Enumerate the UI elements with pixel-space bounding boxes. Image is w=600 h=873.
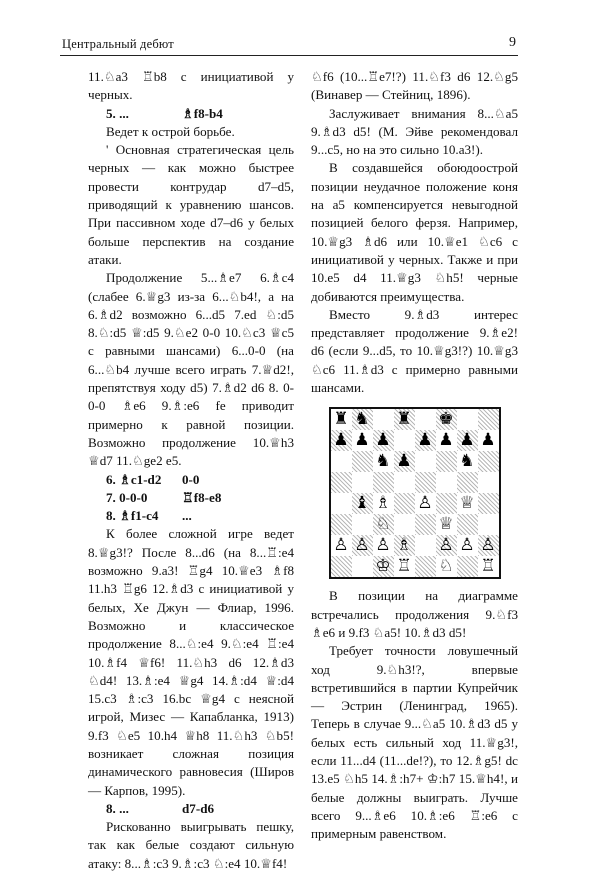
board-square	[457, 556, 478, 577]
paragraph: ♘f6 (10...♖e7!?) 11.♘f3 d6 12.♘g5 (Винавер — Стейниц, 1896).	[311, 69, 518, 103]
chess-piece: ♟	[396, 451, 412, 472]
move-text: ...	[182, 508, 192, 524]
board-square	[478, 514, 499, 535]
board-square	[394, 451, 415, 472]
board-square	[478, 451, 499, 472]
board-square	[394, 493, 415, 514]
board-square	[457, 451, 478, 472]
chess-piece: ♟	[480, 430, 496, 451]
board-square	[478, 493, 499, 514]
board-square	[478, 472, 499, 493]
board-square	[415, 430, 436, 451]
move-line	[88, 471, 294, 489]
board-square	[436, 472, 457, 493]
board-square	[352, 514, 373, 535]
chess-piece: ♕	[459, 493, 475, 514]
board-square	[331, 514, 352, 535]
board-square	[352, 430, 373, 451]
paragraph: Продолжение 5...♗e7 6.♗c4 (слабее 6.♕g3 из-за 6...♘b4!, а на 6.♗d2 возможно 6...d5 7.ed ♘:d5 8.♘:d5 ♕:d5 9.♘e2 0-0 10.♘c3 ♕c5 с равными шансами) 6...0-0 (на 6...♘b4 лучше всего играть 7.♕d2!, препятствуя ходу d5) 7.♗d2 d6 8. 0-0-0 ♗e6 9.♗:e6 fe приводит примерно к равной позиции. Возможно продолжение 10.♕h3 ♕d7 11.♘ge2 e5.	[88, 270, 294, 469]
board-square	[394, 409, 415, 430]
board-square	[457, 493, 478, 514]
paragraph: 11.♘a3 ♖b8 с инициативой у черных.	[88, 69, 294, 103]
board-square	[478, 409, 499, 430]
board-square	[478, 535, 499, 556]
board-square	[373, 409, 394, 430]
board-square	[436, 493, 457, 514]
chess-piece: ♗	[375, 493, 391, 514]
chess-piece: ♘	[438, 556, 454, 577]
chess-piece: ♟	[333, 430, 349, 451]
paragraph: Ведет к острой борьбе.	[106, 123, 235, 139]
board-square	[331, 493, 352, 514]
chess-piece: ♙	[354, 535, 370, 556]
board-square	[352, 493, 373, 514]
chess-piece: ♟	[459, 430, 475, 451]
paragraph: Заслуживает внимания 8...♘a5 9.♗d3 d5! (М. Эйве рекомендовал 9...c5, но на это сильно 10.a3!).	[311, 105, 518, 158]
board-square	[415, 493, 436, 514]
move-line	[88, 105, 294, 123]
chess-piece: ♖	[396, 556, 412, 577]
board-square	[373, 556, 394, 577]
move-line	[88, 800, 294, 818]
board-square	[457, 535, 478, 556]
board-square	[457, 430, 478, 451]
paragraph: В создавшейся обоюдоострой позиции неудачное положение коня на a5 компенсируется невыгодной позицией белого ферзя. Например, 10.♕g3 ♗d6 или 10.♕e1 ♘c6 с инициативой у черных. Также и при 10.e5 d4 11.♕g3 ♘h5! черные добиваются преимущества.	[311, 160, 518, 304]
board-square	[415, 514, 436, 535]
chess-piece: ♙	[375, 535, 391, 556]
board-square	[436, 514, 457, 535]
chess-piece: ♜	[333, 409, 349, 430]
move-number: 6. ♗c1-d2	[106, 471, 162, 487]
left-column	[88, 68, 294, 873]
paragraph: Требует точности ловушечный ход 9.♘h3!?, впервые встретившийся в партии Купрейчик — Эстрин (Ленинград, 1965). Теперь в случае 9...♘a5 10.♗d3 d5 у белых есть сильный ход 11.♕g3!, если 11...d4 (11...de!?), то 12.♗g5! dc 13.e5 ♘h5 14.♗:h7+ ♔:h7 15.♕h4!, и белые должны выиграть. Лучше всего 9...♗e6 10.♗:e6 ♖:e6 с примерным равенством.	[311, 643, 518, 842]
chess-piece: ♔	[375, 556, 391, 577]
board-square	[394, 535, 415, 556]
board-square	[415, 451, 436, 472]
chess-piece: ♟	[438, 430, 454, 451]
board-square	[373, 514, 394, 535]
board-square	[352, 409, 373, 430]
paragraph: Вместо 9.♗d3 интерес представляет продолжение 9.♗e2! d6 (если 9...d5, то 10.♕g3!?) 10.♕g3 ♘c6 11.♗d3 с примерно равными шансами.	[311, 306, 518, 396]
board-square	[415, 472, 436, 493]
board-square	[352, 535, 373, 556]
chess-diagram	[329, 407, 501, 579]
move-number: 7. 0-0-0	[106, 489, 148, 505]
board-square	[394, 472, 415, 493]
chess-piece: ♜	[396, 409, 412, 430]
chess-piece: ♙	[480, 535, 496, 556]
board-square	[436, 409, 457, 430]
board-square	[394, 514, 415, 535]
chess-piece: ♟	[417, 430, 433, 451]
chess-piece: ♙	[459, 535, 475, 556]
move-text: 0-0	[182, 471, 200, 487]
move-text: ♖f8-e8	[182, 489, 222, 505]
board-square	[457, 514, 478, 535]
chess-piece: ♚	[438, 409, 454, 430]
move-text: ♗f8-b4	[182, 105, 223, 121]
chess-piece: ♟	[354, 430, 370, 451]
board-square	[331, 556, 352, 577]
board-square	[415, 409, 436, 430]
running-title: Центральный дебют	[62, 37, 174, 51]
paragraph: Рискованно выигрывать пешку, так как белые создают сильную атаку: 8...♗:c3 9.♗:c3 ♘:e4 10.♕f4!	[88, 819, 294, 871]
chess-piece: ♞	[459, 451, 475, 472]
board-square	[394, 430, 415, 451]
board-square	[457, 409, 478, 430]
chess-piece: ♞	[375, 451, 391, 472]
board-square	[436, 535, 457, 556]
board-square	[331, 451, 352, 472]
chess-piece: ♘	[375, 514, 391, 535]
board-square	[478, 556, 499, 577]
board-square	[394, 556, 415, 577]
board-square	[352, 556, 373, 577]
board-square	[415, 556, 436, 577]
board-square	[331, 430, 352, 451]
move-number: 5. ...	[106, 105, 129, 121]
board-square	[478, 430, 499, 451]
board-square	[352, 451, 373, 472]
paragraph: В позиции на диаграмме встречались продолжения 9.♘f3 ♗e6 и 9.f3 ♘a5! 10.♗d3 d5!	[311, 588, 518, 640]
chess-piece: ♝	[354, 493, 370, 514]
board-square	[415, 535, 436, 556]
board-square	[331, 472, 352, 493]
move-line	[88, 507, 294, 525]
chess-piece: ♖	[480, 556, 496, 577]
chess-piece: ♕	[438, 514, 454, 535]
chess-piece: ♞	[354, 409, 370, 430]
board-square	[373, 535, 394, 556]
chess-piece: ♙	[438, 535, 454, 556]
board-square	[373, 430, 394, 451]
running-header	[60, 33, 518, 56]
board-square	[331, 409, 352, 430]
chess-piece: ♟	[375, 430, 391, 451]
board-square	[331, 535, 352, 556]
board-square	[373, 451, 394, 472]
chess-piece: ♙	[417, 493, 433, 514]
board-square	[457, 472, 478, 493]
right-column	[311, 68, 518, 844]
move-number: 8. ♗f1-c4	[106, 508, 159, 524]
move-text: d7-d6	[182, 800, 215, 816]
chess-piece: ♗	[396, 535, 412, 556]
move-number: 8. ...	[106, 800, 129, 816]
board-square	[352, 472, 373, 493]
move-line	[88, 489, 294, 507]
board-square	[436, 451, 457, 472]
board-square	[373, 493, 394, 514]
board-square	[436, 430, 457, 451]
board-square	[373, 472, 394, 493]
paragraph: ' Основная стратегическая цель черных — как можно быстрее провести контрудар d7–d5, приводящий к уравнению шансов. При пассивном ходе d7–d6 у белых больше перспектив на создание атаки.	[88, 142, 294, 267]
paragraph: К более сложной игре ведет 8.♕g3!? После 8...d6 (на 8...♖:e4 возможно 9.a3! ♖g4 10.♕e3 ♗f8 11.h3 ♖g6 12.♗d3 с инициативой у белых, Хе Джун — Флиар, 1996. Возможно и классическое продолжение 8...♘:e4 9.♘:e4 ♖:e4 10.♗f4 ♕f6! 11.♘h3 d6 12.♗d3 ♘d4! 13.♗:e4 ♕g4 14.♗:d4 ♕:d4 15.c3 ♗:c3 16.bc ♕g4 с неясной игрой, Мизес — Капабланка, 1913) 9.f3 ♘e5 10.h4 ♕h8 11.♘h3 ♘b5! возникает сложная позиция динамического равновесия (Широв — Карпов, 1995).	[88, 526, 294, 798]
board-square	[436, 556, 457, 577]
page-number: 9	[509, 35, 516, 50]
chess-piece: ♙	[333, 535, 349, 556]
